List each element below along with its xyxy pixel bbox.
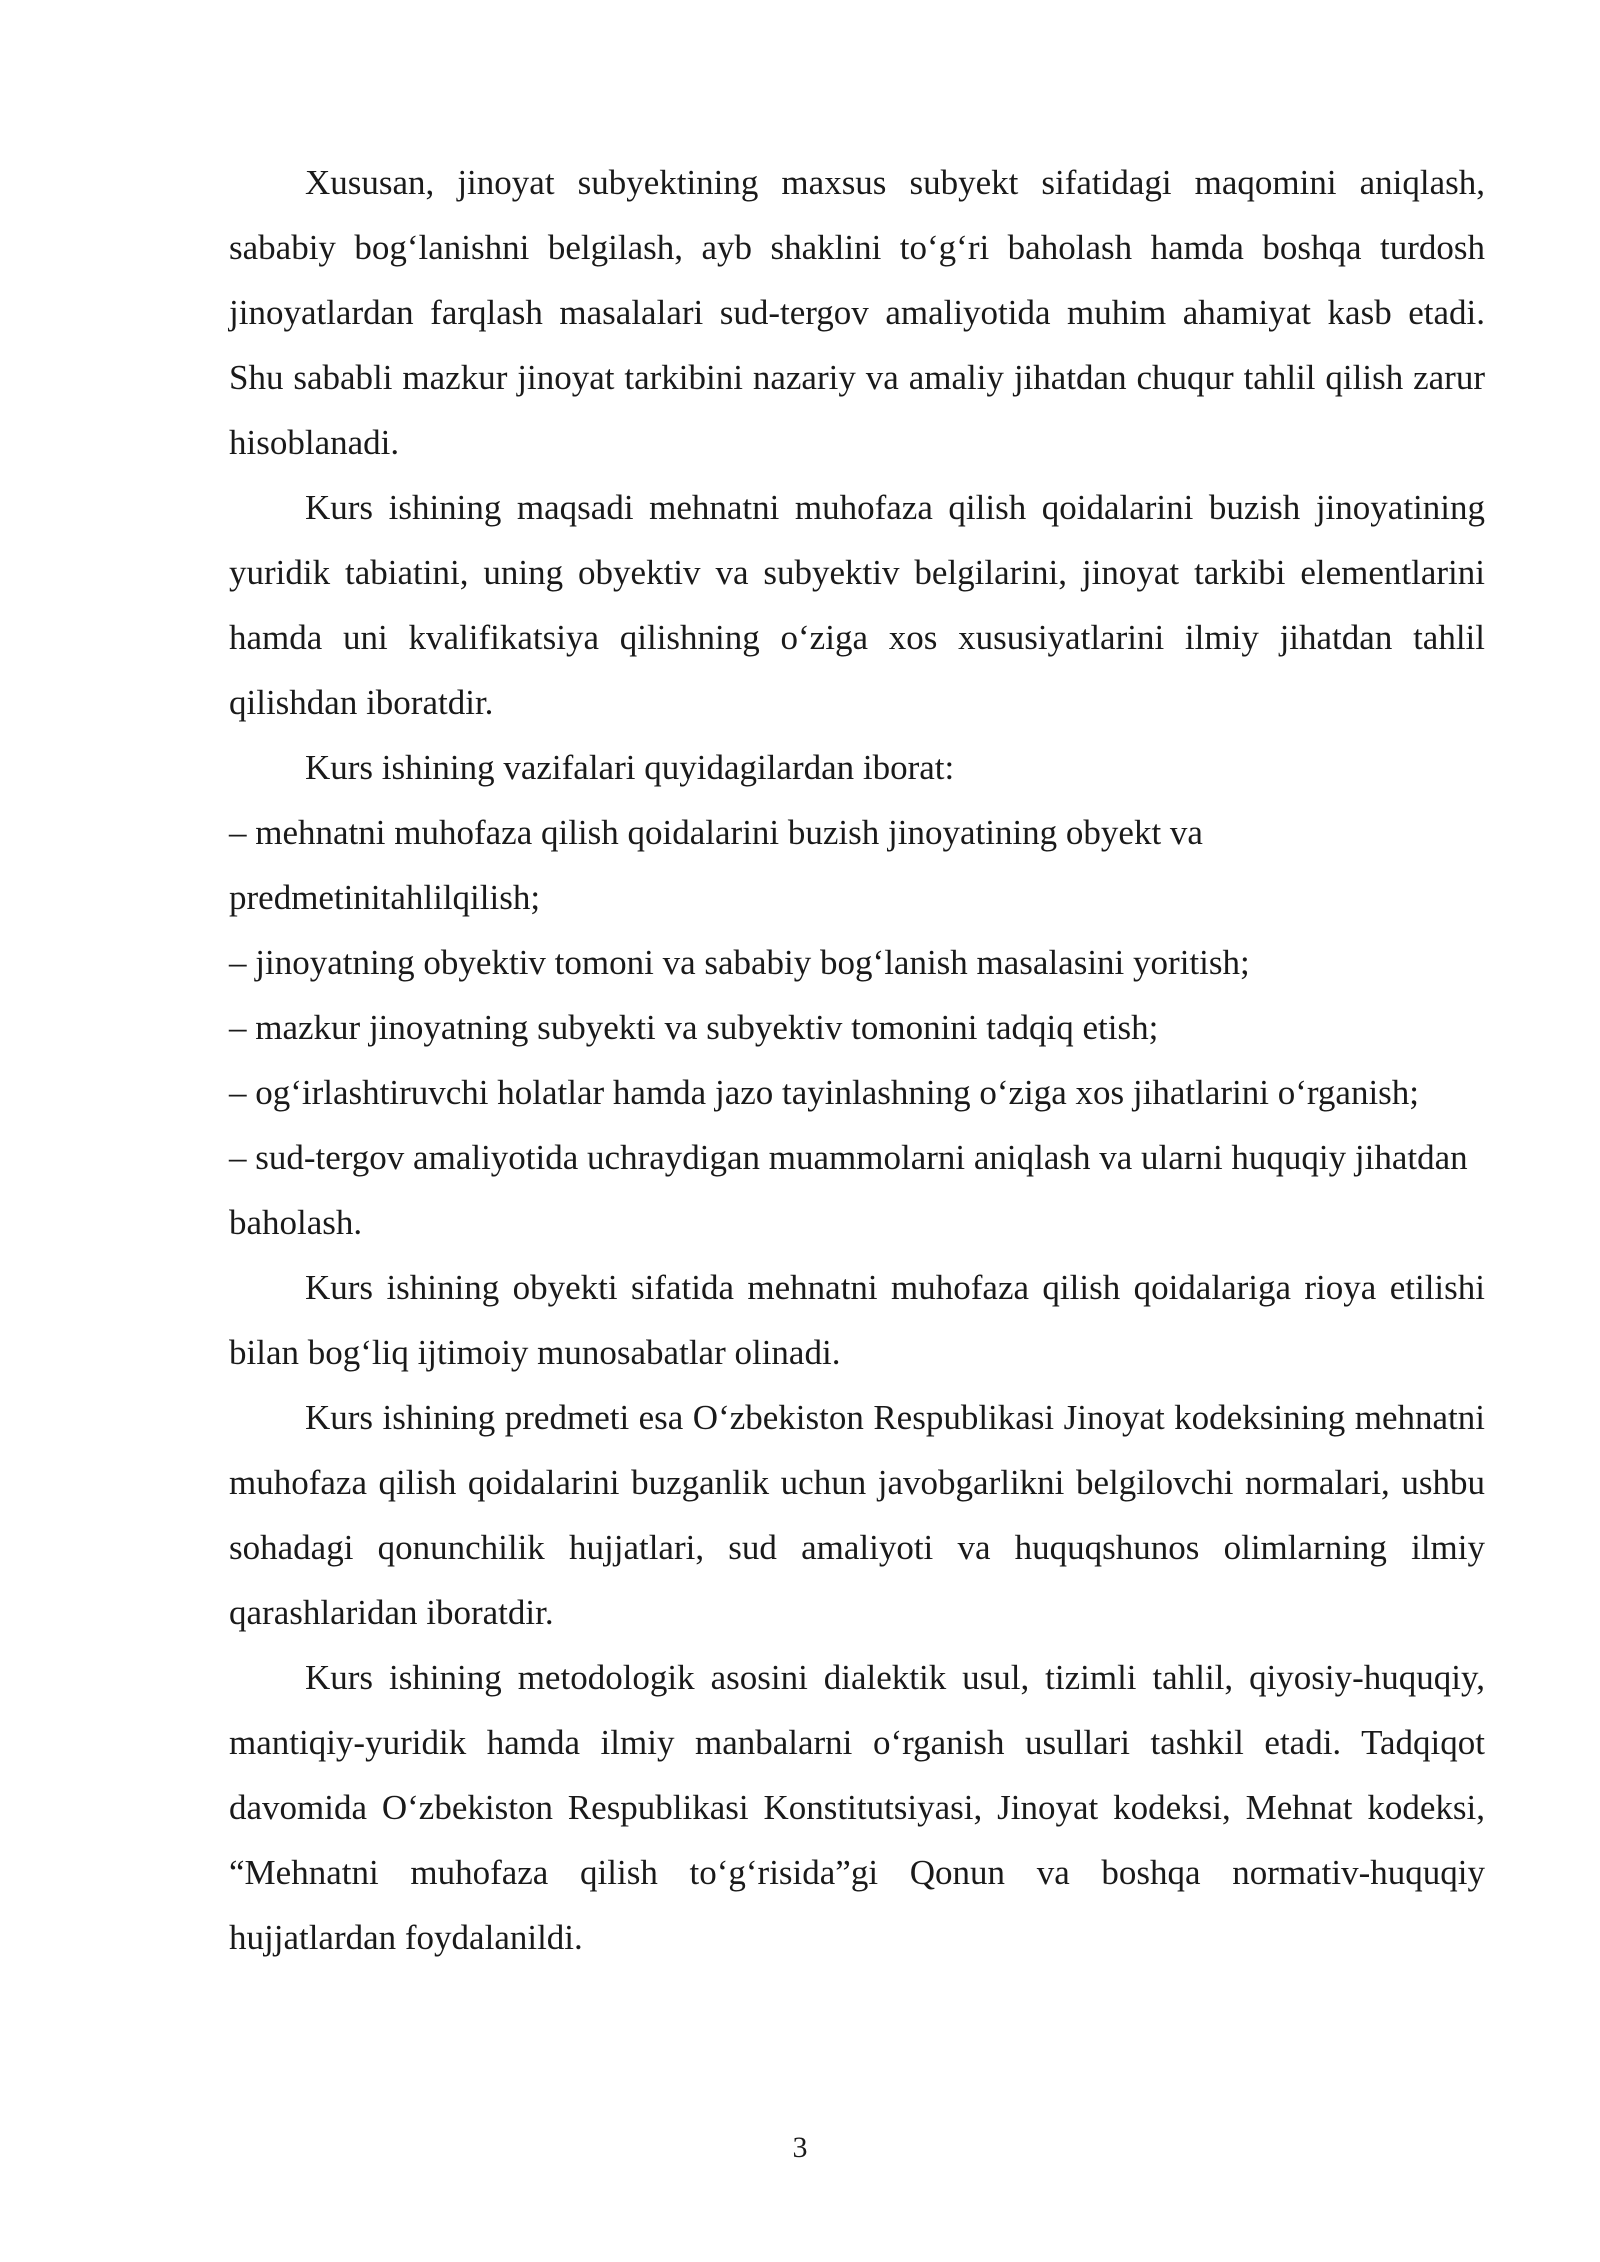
- paragraph-4: Kurs ishining predmeti esa O‘zbekiston Respublikasi Jinoyat kodeksining mehnatni muhofaza qilish qoidalarini buzganlik uchun javobgarlikni belgilovchi normalari, ushbu sohadagi qonunchilik hujjatlari, sud amaliyoti va huquqshunos olimlarning ilmiy qarashlaridan iboratdir.: [229, 1398, 1485, 1632]
- task-item-4: – og‘irlashtiruvchi holatlar hamda jazo tayinlashning o‘ziga xos jihatlarini o‘rganish;: [229, 1073, 1420, 1112]
- task-item-5: – sud-tergov amaliyotida uchraydigan muammolarni aniqlash va ularni huquqiy jihatdan baholash.: [229, 1138, 1468, 1242]
- task-item-3: – mazkur jinoyatning subyekti va subyektiv tomonini tadqiq etish;: [229, 1008, 1159, 1047]
- document-body: [229, 150, 1485, 1970]
- page-number: 3: [792, 2131, 808, 2164]
- task-item-2: – jinoyatning obyektiv tomoni va sababiy bog‘lanish masalasini yoritish;: [229, 943, 1250, 982]
- paragraph-1: Xususan, jinoyat subyektining maxsus subyekt sifatidagi maqomini aniqlash, sababiy bog‘lanishni belgilash, ayb shaklini to‘g‘ri baholash hamda boshqa turdosh jinoyatlardan farqlash masalalari sud-tergov amaliyotida muhim ahamiyat kasb etadi. Shu sababli mazkur jinoyat tarkibini nazariy va amaliy jihatdan chuqur tahlil qilish zarur hisoblanadi.: [229, 163, 1485, 462]
- tasks-intro: Kurs ishining vazifalari quyidagilardan iborat:: [305, 748, 955, 787]
- paragraph-3: Kurs ishining obyekti sifatida mehnatni muhofaza qilish qoidalariga rioya etilishi bilan bog‘liq ijtimoiy munosabatlar olinadi.: [229, 1268, 1485, 1372]
- paragraph-5: Kurs ishining metodologik asosini dialektik usul, tizimli tahlil, qiyosiy-huquqiy, mantiqiy-yuridik hamda ilmiy manbalarni o‘rganish usullari tashkil etadi. Tadqiqot davomida O‘zbekiston Respublikasi Konstitutsiyasi, Jinoyat kodeksi, Mehnat kodeksi, “Mehnatni muhofaza qilish to‘g‘risida”gi Qonun va boshqa normativ-huquqiy hujjatlardan foydalanildi.: [229, 1658, 1485, 1957]
- paragraph-2: Kurs ishining maqsadi mehnatni muhofaza qilish qoidalarini buzish jinoyatining yuridik tabiatini, uning obyektiv va subyektiv belgilarini, jinoyat tarkibi elementlarini hamda uni kvalifikatsiya qilishning o‘ziga xos xususiyatlarini ilmiy jihatdan tahlil qilishdan iboratdir.: [229, 488, 1485, 722]
- task-item-1: – mehnatni muhofaza qilish qoidalarini buzish jinoyatining obyekt va predmetinitahlilqilish;: [229, 813, 1203, 917]
